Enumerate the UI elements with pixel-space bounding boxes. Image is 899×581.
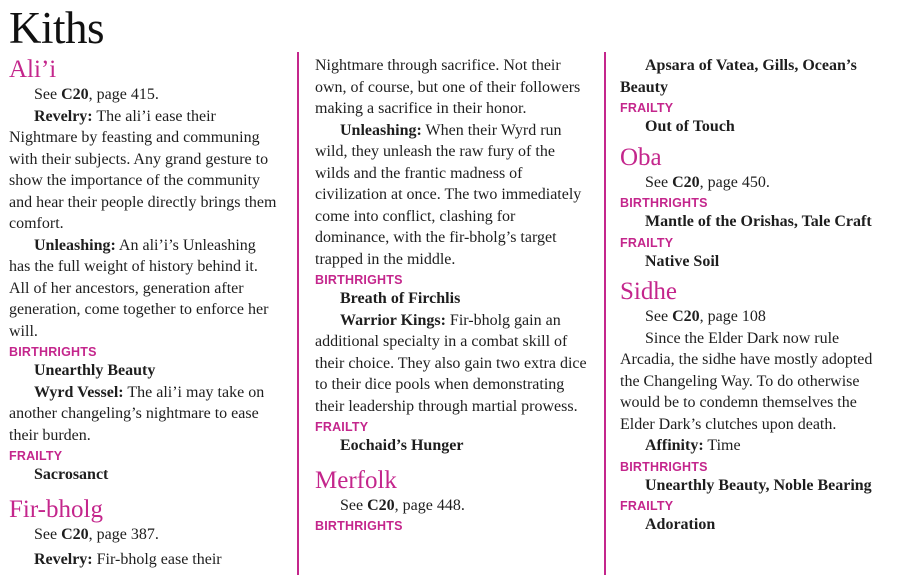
birthright-paragraph: Warrior Kings: Fir-bholg gain an additional specialty in a combat skill of their choice. They also gain two extra dice to their dice pools when demonstrating their leadership through martial prowess.	[315, 311, 587, 415]
birthright-item: Unearthly Beauty	[34, 362, 156, 379]
frailty-item: Eochaid’s Hunger	[340, 437, 464, 454]
frailty-label: FRAILTY	[620, 101, 674, 115]
birthrights-label: BIRTHRIGHTS	[315, 519, 403, 533]
kith-heading-fir-bholg: Fir-bholg	[9, 495, 103, 523]
frailty-item: Sacrosanct	[34, 466, 109, 483]
kith-heading-sidhe: Sidhe	[620, 278, 677, 305]
birthright-item: Breath of Firchlis	[340, 290, 461, 307]
birthrights-label: BIRTHRIGHTS	[620, 459, 708, 474]
column-3	[620, 55, 892, 536]
frailty-item: Adoration	[645, 516, 716, 533]
kith-heading-merfolk: Merfolk	[315, 466, 397, 494]
page-reference: See C20, page 108	[645, 308, 766, 325]
frailty-label: FRAILTY	[620, 235, 674, 250]
column-divider	[604, 52, 606, 575]
birthrights-label: BIRTHRIGHTS	[9, 345, 97, 359]
frailty-label: FRAILTY	[315, 420, 369, 434]
column-2-content	[315, 55, 590, 534]
affinity-paragraph: Affinity: Time	[645, 437, 741, 454]
revelry-paragraph: Revelry: The ali’i ease their Nightmare by feasting and communing with their subjects. Any grand gesture to show the importance of the community and hear their people directly brings them comfort.	[9, 107, 277, 232]
page-reference: See C20, page 415.	[34, 86, 159, 103]
birthrights-label: BIRTHRIGHTS	[620, 196, 708, 210]
kith-heading-alii: Ali’i	[9, 56, 57, 83]
body-paragraph: Since the Elder Dark now rule Arcadia, the sidhe have mostly adopted the Changeling Way. To do otherwise would be to condemn themselves the Elder Dark’s clutches upon death.	[620, 329, 873, 433]
birthrights-label: BIRTHRIGHTS	[315, 273, 403, 287]
unleashing-paragraph: Unleashing: An ali’i’s Unleashing has the full weight of history behind it. All of her ancestors, generation after generation, come together to enforce her will.	[9, 236, 269, 340]
page-title: Kiths	[9, 3, 105, 53]
column-1-bottom	[9, 549, 281, 571]
kith-heading-oba: Oba	[620, 143, 662, 171]
revelry-continuation: Nightmare through sacrifice. Not their own, of course, but one of their followers making a sacrifice in their honor.	[315, 57, 581, 117]
column-1	[9, 55, 281, 545]
unleashing-paragraph: Unleashing: When their Wyrd run wild, they unleash the raw fury of the wilds and the frantic madness of civilization at once. The two immediately come into conflict, clashing for dominance, with the fir-bholg’s target trapped in the middle.	[315, 121, 582, 268]
page-reference: See C20, page 448.	[340, 496, 465, 514]
frailty-item: Native Soil	[645, 252, 720, 270]
birthright-item: Unearthly Beauty, Noble Bearing	[645, 476, 872, 494]
column-divider	[297, 52, 299, 575]
frailty-label: FRAILTY	[620, 499, 674, 513]
birthright-item: Apsara of Vatea, Gills, Ocean’s Beauty	[620, 57, 857, 96]
birthright-paragraph: Wyrd Vessel: The ali’i may take on another changeling’s nightmare to ease their burden.	[9, 383, 265, 444]
birthright-item: Mantle of the Orishas, Tale Craft	[645, 213, 872, 230]
frailty-label: FRAILTY	[9, 449, 63, 463]
frailty-item: Out of Touch	[645, 118, 735, 135]
page-reference: See C20, page 450.	[645, 173, 770, 191]
page-reference: See C20, page 387.	[34, 525, 159, 543]
revelry-paragraph: Revelry: Fir-bholg ease their	[34, 551, 222, 568]
